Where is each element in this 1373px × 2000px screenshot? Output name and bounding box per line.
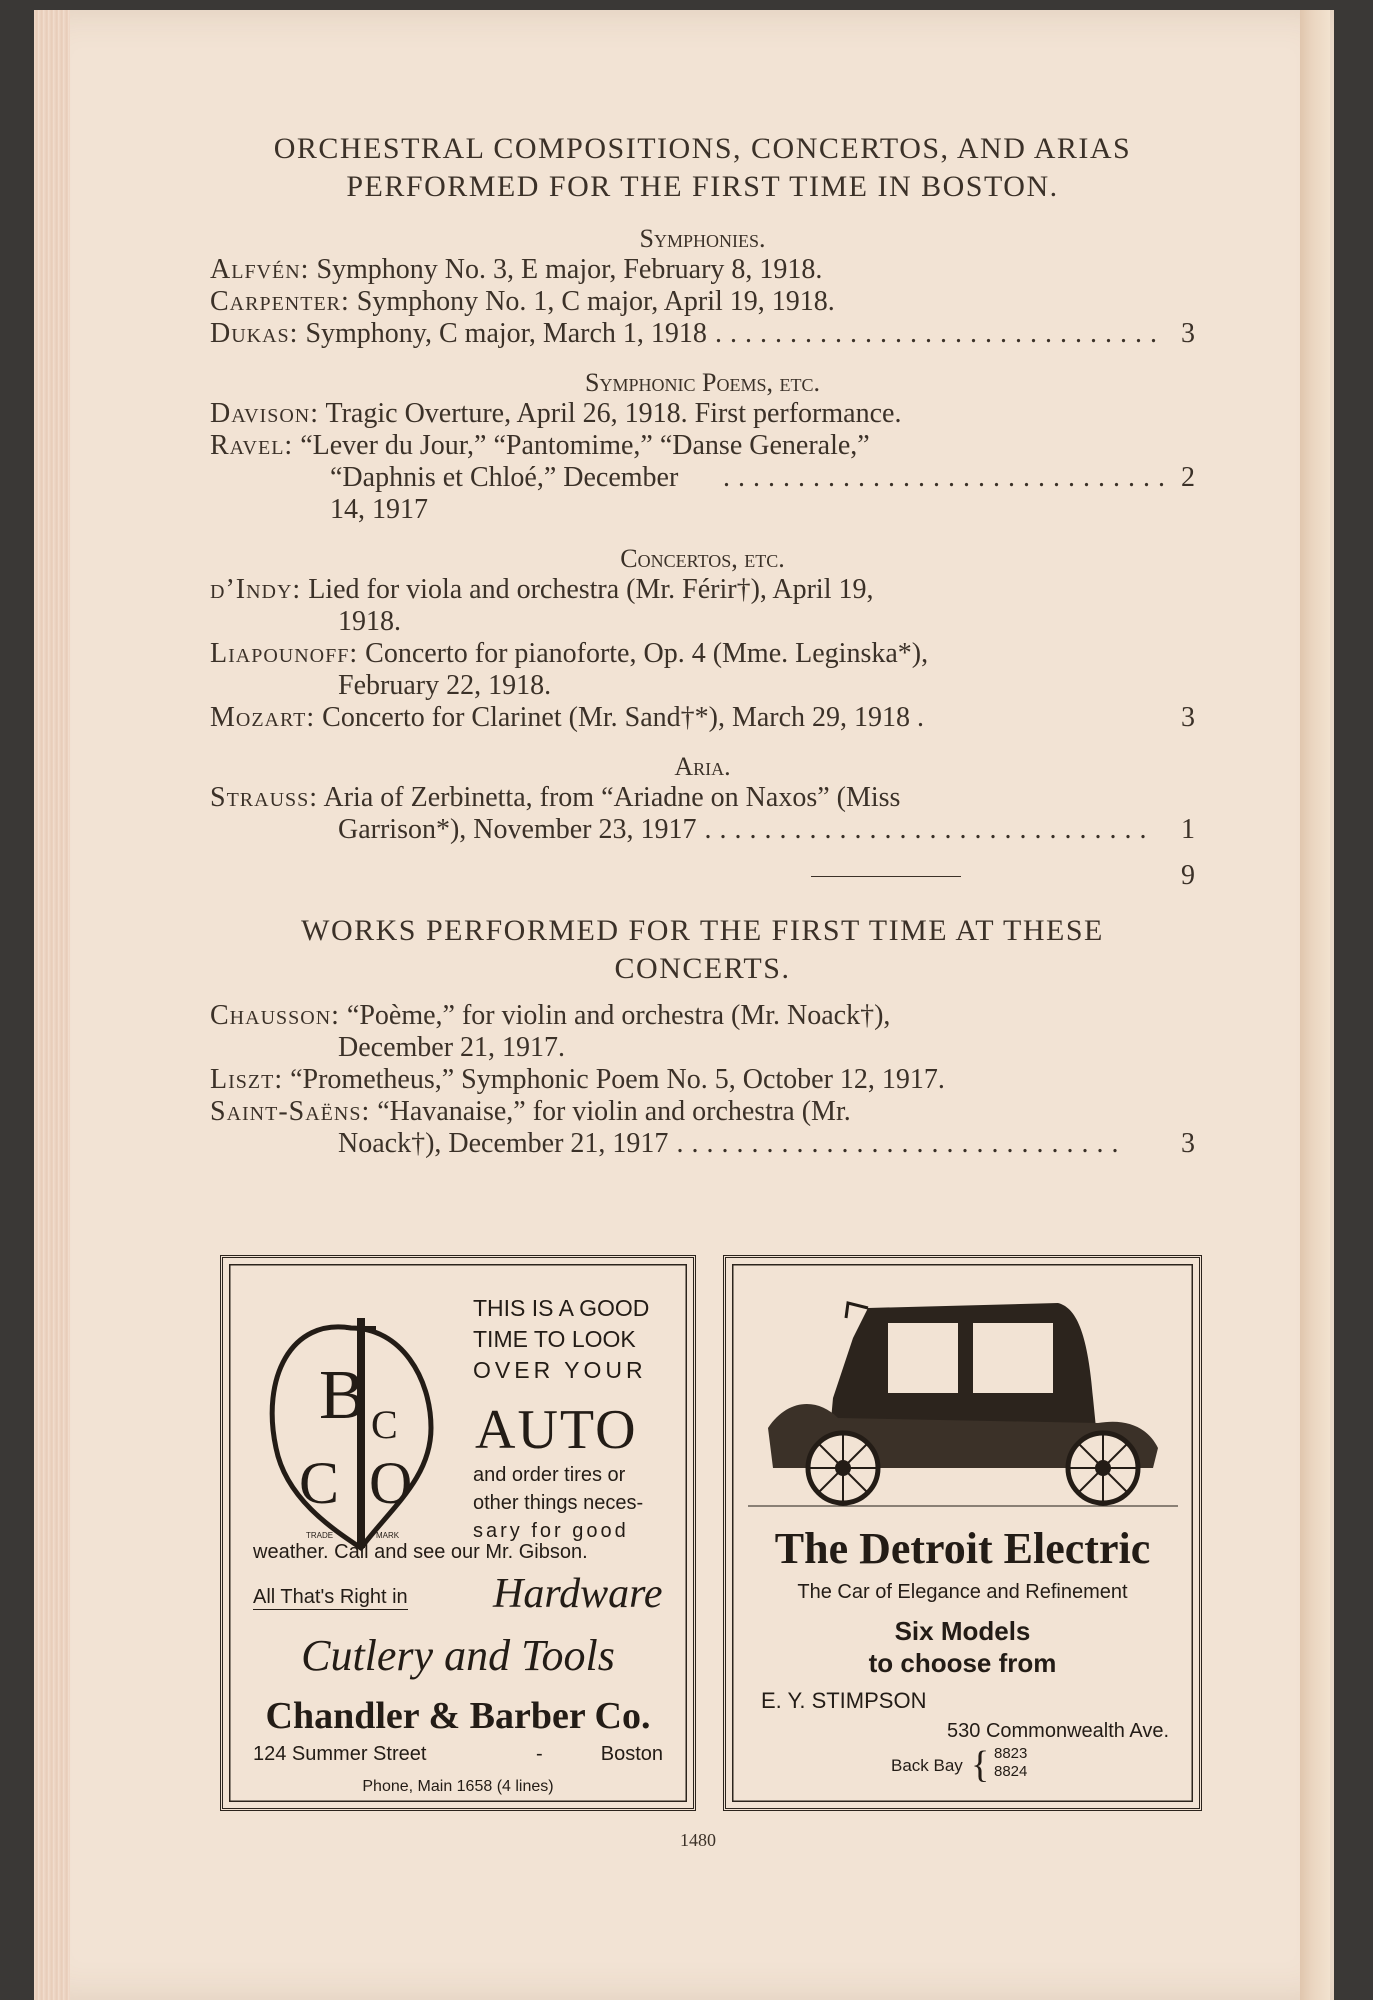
leader-dots: ..............................: [704, 814, 1155, 845]
ad-tagline: The Car of Elegance and Refinement: [797, 1581, 1128, 1603]
entry-count: 3: [1181, 1128, 1195, 1159]
heading-line: WORKS PERFORMED FOR THE FIRST TIME AT THESE: [301, 914, 1104, 947]
models-line: Six Models: [894, 1616, 1031, 1646]
entry-text: Lied for viola and orchestra (Mr. Férir†), April 19,: [308, 574, 874, 605]
composer: Saint-Saëns:: [210, 1096, 371, 1127]
logo-trade: TRADE: [306, 1531, 334, 1540]
entry: [210, 574, 1195, 606]
ad-brand: The Detroit Electric: [774, 1524, 1151, 1573]
ad-address: 530 Commonwealth Ave.: [947, 1720, 1169, 1742]
hardware-advertisement: [220, 1255, 696, 1811]
entry: [210, 702, 1195, 734]
detroit-electric-advertisement: [723, 1255, 1202, 1811]
total-rule: [811, 876, 961, 877]
entry-text: Symphony No. 3, E major, February 8, 1918.: [316, 254, 823, 285]
entry-continuation: 1918.: [338, 606, 401, 637]
entry-text: Garrison*), November 23, 1917: [338, 814, 697, 845]
electric-car-illustration: [748, 1278, 1178, 1518]
page-heading: [210, 130, 1195, 206]
total-row: [210, 860, 1195, 892]
entry-count: 3: [1181, 318, 1195, 349]
entry: [210, 286, 1195, 318]
composer: Ravel:: [210, 430, 294, 461]
logo-letter-x: C: [371, 1402, 398, 1447]
entry: [210, 782, 1195, 814]
composer: Mozart:: [210, 702, 316, 733]
ad-phone: Phone, Main 1658 (4 lines): [362, 1778, 554, 1795]
composer: Liapounoff:: [210, 638, 359, 669]
entry-text: Concerto for Clarinet (Mr. Sand†*), March 29, 1918 .: [322, 702, 925, 733]
composer: Alfvén:: [210, 254, 310, 285]
entry-text: “Poème,” for violin and orchestra (Mr. Noack†),: [346, 1000, 891, 1031]
page-edges: [34, 10, 70, 2000]
composer: Davison:: [210, 398, 319, 429]
headline-line: THIS IS A GOOD: [473, 1295, 650, 1321]
entry: [210, 638, 1195, 670]
ad-cutlery: Cutlery and Tools: [301, 1631, 615, 1680]
phone-brace: {: [971, 1744, 990, 1786]
entry-text: Tragic Overture, April 26, 1918. First performance.: [325, 398, 902, 429]
page-content: [210, 130, 1195, 1160]
section-title: Symphonic Poems, etc.: [585, 368, 820, 397]
logo-letter-c: C: [299, 1450, 340, 1516]
ad-firm-name: Chandler & Barber Co.: [265, 1695, 651, 1737]
entry-count: 1: [1181, 814, 1195, 845]
entry-continuation: [210, 1128, 1195, 1160]
composer: Liszt:: [210, 1064, 284, 1095]
entry-count: 3: [1181, 702, 1195, 733]
entry-count: 2: [1181, 462, 1195, 493]
ad-phone-number: 8823: [994, 1745, 1028, 1762]
section-title: Aria.: [674, 752, 731, 781]
total-count: 9: [1181, 860, 1195, 891]
body-line: and order tires or: [473, 1464, 626, 1486]
entry-continuation: February 22, 1918.: [338, 670, 552, 701]
entry-text: Noack†), December 21, 1917: [338, 1128, 669, 1159]
ad-dealer: E. Y. STIMPSON: [761, 1688, 927, 1713]
entry: [210, 398, 1195, 430]
composer: Strauss:: [210, 782, 319, 813]
leader-dots: ..............................: [676, 1128, 1127, 1159]
ad-body: [473, 1461, 673, 1545]
entry-continuation: [210, 462, 1195, 526]
section-title: Concertos, etc.: [620, 544, 785, 573]
ad-body-weather: weather. Call and see our Mr. Gibson.: [253, 1541, 588, 1563]
entry: [210, 1064, 1195, 1096]
entry-text: “Prometheus,” Symphonic Poem No. 5, October 12, 1917.: [290, 1064, 945, 1095]
entry-text: Symphony No. 1, C major, April 19, 1918.: [356, 286, 835, 317]
ad-city: Boston: [600, 1743, 663, 1765]
body-line: other things neces-: [473, 1492, 644, 1514]
section-title: Symphonies.: [639, 224, 766, 253]
logo-letter-o: O: [369, 1450, 413, 1516]
section-heading: [210, 912, 1195, 988]
entry: [210, 318, 1195, 350]
heading-line: PERFORMED FOR THE FIRST TIME IN BOSTON.: [346, 170, 1059, 203]
headline-line: TIME TO LOOK: [473, 1326, 636, 1352]
body-line: sary for good: [473, 1520, 629, 1542]
ad-auto: AUTO: [475, 1399, 638, 1461]
ad-models: [726, 1615, 1199, 1679]
heading-line: CONCERTS.: [614, 952, 791, 985]
composer: Dukas:: [210, 318, 299, 349]
composer: Chausson:: [210, 1000, 340, 1031]
ad-dash: -: [536, 1743, 543, 1765]
entry-text: “Lever du Jour,” “Pantomime,” “Danse Generale,”: [300, 430, 870, 461]
ad-headline: [473, 1293, 649, 1386]
headline-line: OVER YOUR: [473, 1357, 647, 1383]
ad-phone-number: 8824: [994, 1763, 1028, 1780]
logo-mark: MARK: [376, 1531, 400, 1540]
logo-letter-b: B: [319, 1357, 366, 1434]
models-line: to choose from: [868, 1648, 1057, 1678]
entry-text: Concerto for pianoforte, Op. 4 (Mme. Leginska*),: [365, 638, 929, 669]
page-number: 1480: [680, 1830, 716, 1850]
entry-text: Symphony, C major, March 1, 1918: [305, 318, 707, 349]
entry: [210, 1096, 1195, 1128]
composer: d’Indy:: [210, 574, 302, 605]
chandler-barber-logo: [251, 1298, 451, 1558]
leader-dots: ..............................: [723, 462, 1173, 493]
entry-continuation: [210, 814, 1195, 846]
ad-phone-label: Back Bay: [891, 1756, 963, 1775]
entry-continuation: December 21, 1917.: [338, 1032, 566, 1063]
ad-street: 124 Summer Street: [253, 1743, 427, 1765]
entry: [210, 430, 1195, 462]
entry: [210, 1000, 1195, 1032]
ad-all-right: All That's Right in: [253, 1586, 408, 1608]
ad-hardware: Hardware: [493, 1571, 663, 1617]
composer: Carpenter:: [210, 286, 350, 317]
leader-dots: ..............................: [714, 318, 1165, 349]
page-spine: [1300, 10, 1330, 2000]
entry-text: Aria of Zerbinetta, from “Ariadne on Naxos” (Miss: [323, 782, 901, 813]
heading-line: ORCHESTRAL COMPOSITIONS, CONCERTOS, AND ARIAS: [273, 132, 1132, 165]
entry: [210, 254, 1195, 286]
entry-text: “Daphnis et Chloé,” December 14, 1917: [330, 462, 679, 525]
entry-text: “Havanaise,” for violin and orchestra (Mr.: [377, 1096, 851, 1127]
